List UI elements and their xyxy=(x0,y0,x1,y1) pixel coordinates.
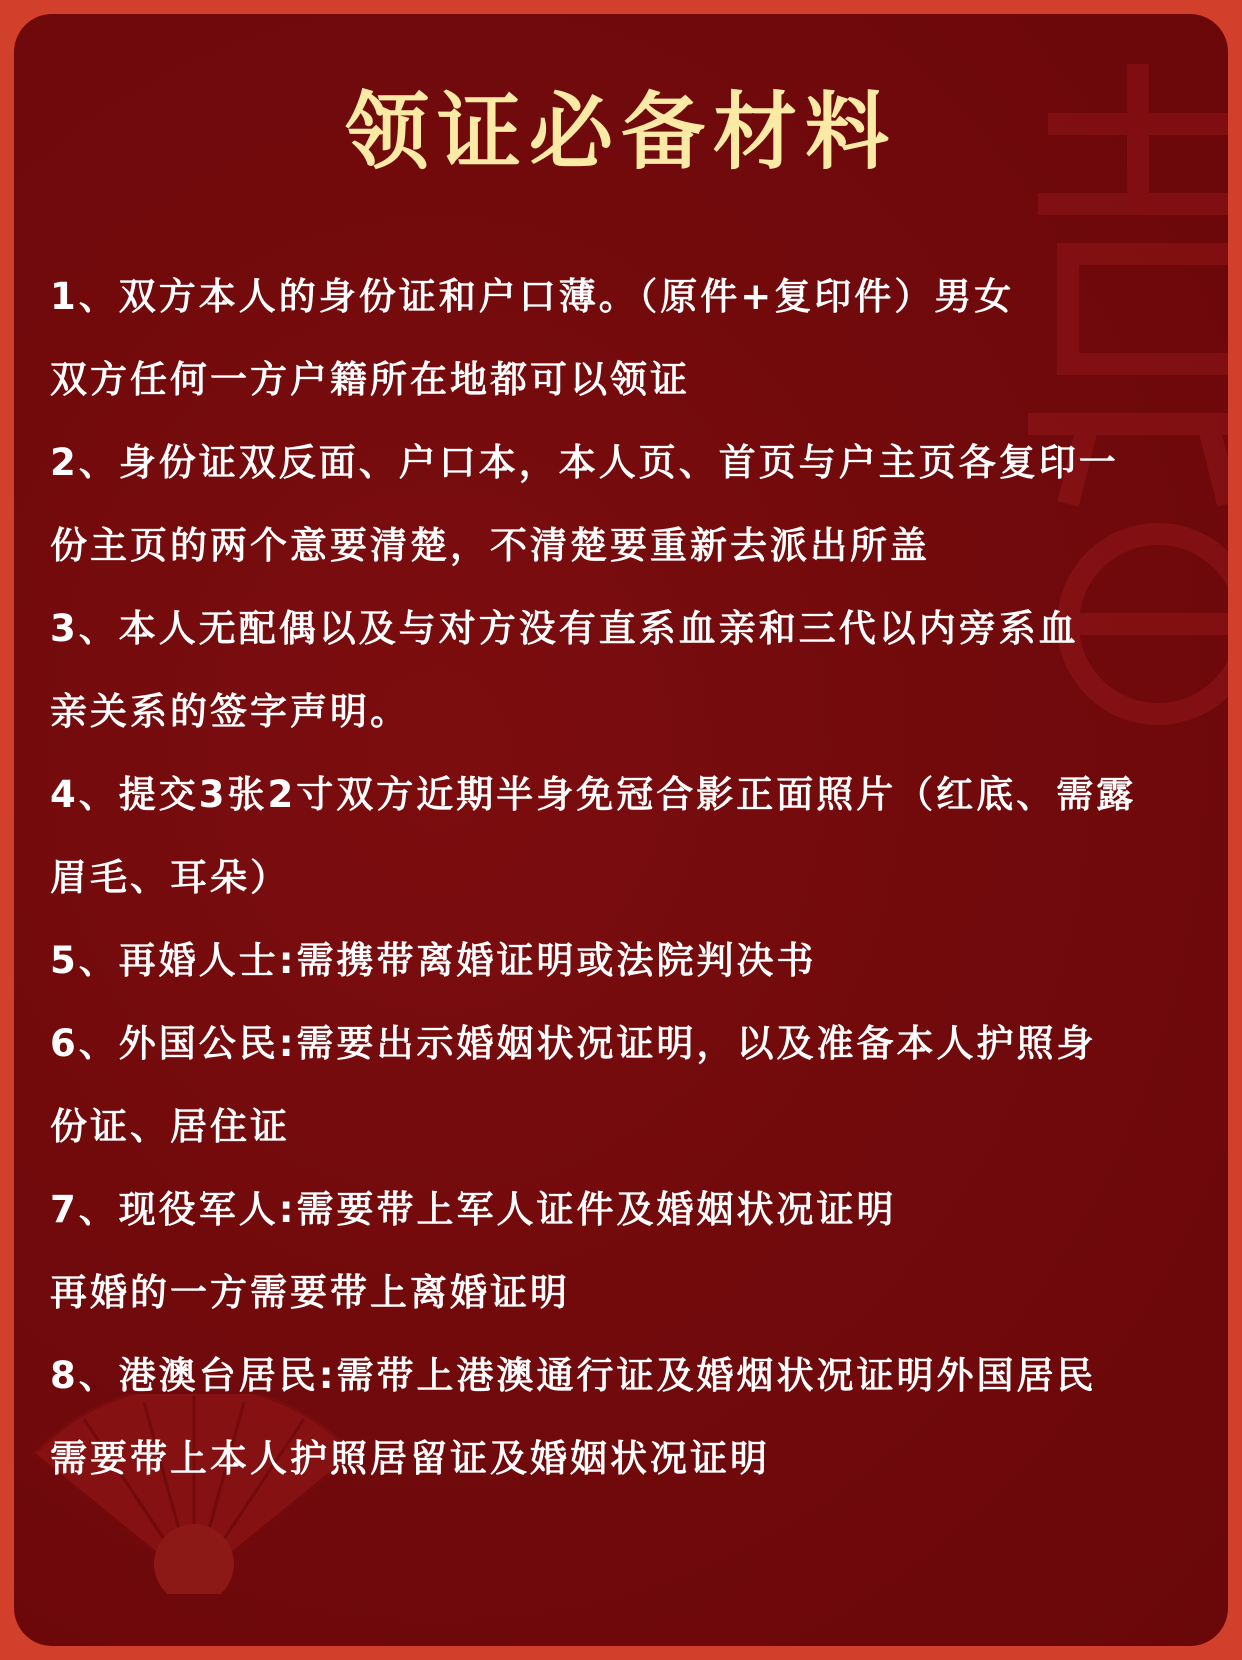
requirement-line: 份主页的两个意要清楚，不清楚要重新去派出所盖 xyxy=(50,524,930,567)
requirement-line: 4、提交3张2寸双方近期半身免冠合影正面照片（红底、需露 xyxy=(50,773,1137,816)
page-title: 领证必备材料 xyxy=(344,83,897,181)
requirement-line: 8、港澳台居民:需带上港澳通行证及婚烟状况证明外国居民 xyxy=(50,1354,1097,1397)
requirement-line: 2、身份证双反面、户口本，本人页、首页与户主页各复印一 xyxy=(50,441,1119,484)
requirement-line: 亲关系的签字声明。 xyxy=(50,690,410,733)
requirements-list xyxy=(50,255,1200,1500)
requirement-line: 7、现役军人:需要带上军人证件及婚姻状况证明 xyxy=(50,1188,897,1231)
requirement-line: 需要带上本人护照居留证及婚姻状况证明 xyxy=(50,1437,770,1480)
requirement-line: 份证、居住证 xyxy=(50,1105,290,1148)
requirement-line: 再婚的一方需要带上离婚证明 xyxy=(50,1271,570,1314)
requirement-line: 5、再婚人士:需携带离婚证明或法院判决书 xyxy=(50,939,817,982)
requirement-line: 6、外国公民:需要出示婚姻状况证明，以及准备本人护照身 xyxy=(50,1022,1097,1065)
requirement-line: 1、双方本人的身份证和户口薄。（原件+复印件）男女 xyxy=(50,275,1015,318)
requirement-line: 眉毛、耳朵） xyxy=(50,856,290,899)
requirement-line: 双方任何一方户籍所在地都可以领证 xyxy=(50,358,690,401)
requirement-line: 3、本人无配偶以及与对方没有直系血亲和三代以内旁系血 xyxy=(50,607,1079,650)
